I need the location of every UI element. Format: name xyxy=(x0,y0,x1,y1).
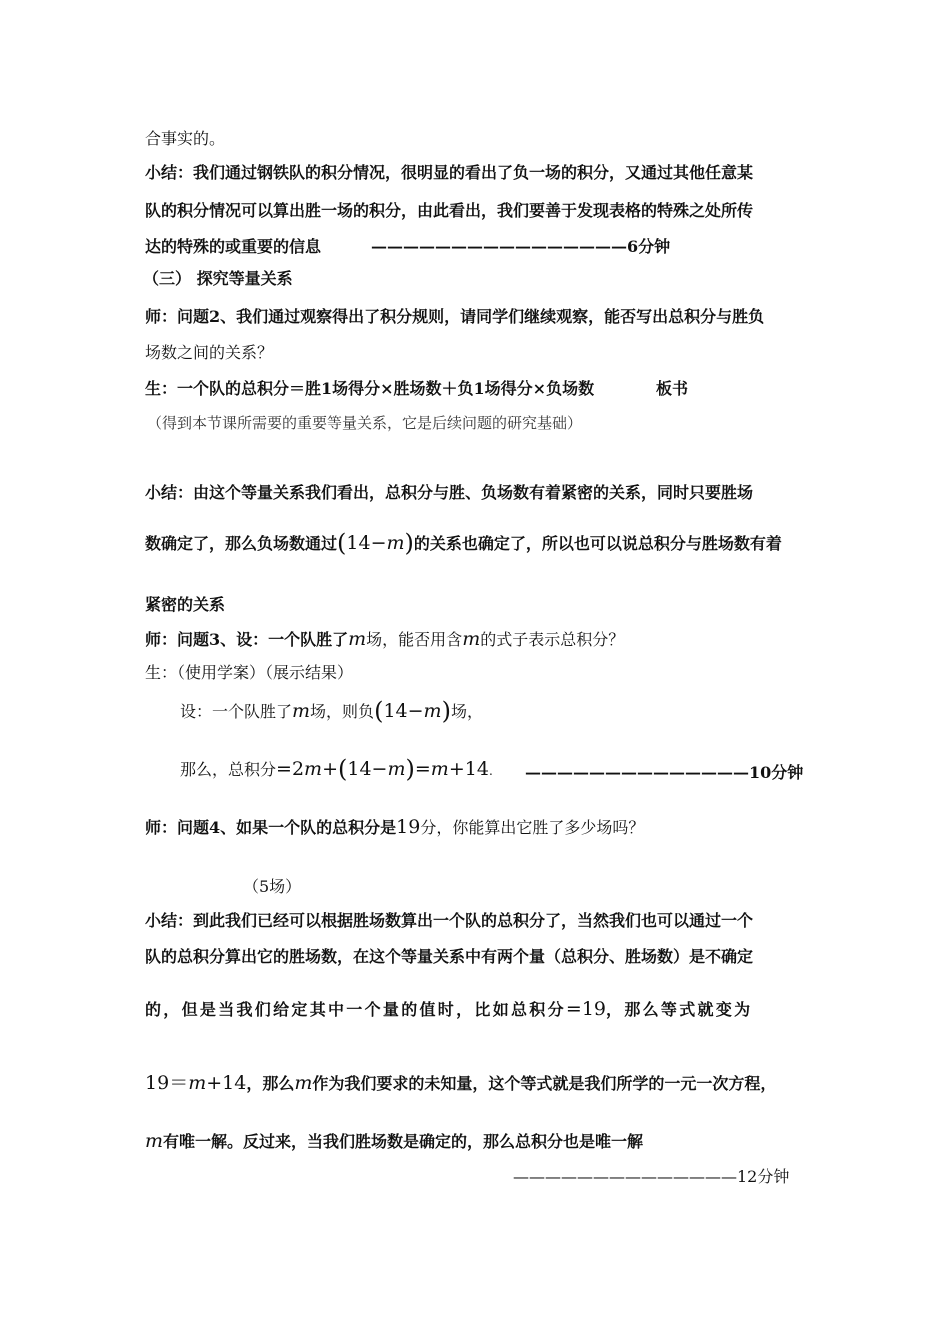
text-segment: 场， xyxy=(450,702,483,721)
text-segment: 作为我们要求的未知量，这个等式就是我们所学的一元一次方程， xyxy=(312,1074,777,1093)
summary-paragraph-line: 队的总积分算出它的胜场数，在这个等量关系中有两个量（总积分、胜场数）是不确定 xyxy=(145,947,754,966)
text-segment: 场，能否用含 xyxy=(366,630,463,649)
solution-line xyxy=(180,697,483,725)
text-segment: 达的特殊的或重要的信息 xyxy=(145,237,322,256)
text-segment: 那么，总积分 xyxy=(180,760,277,779)
math-variable: m xyxy=(145,1130,164,1152)
solution-line xyxy=(180,755,804,783)
summary-paragraph-line xyxy=(145,998,752,1021)
text-segment: 数确定了，那么负场数通过 xyxy=(145,534,338,553)
timing-marker: ——————————————12分钟 xyxy=(513,1167,790,1186)
summary-paragraph-line: 紧密的关系 xyxy=(145,595,226,614)
math-variable: m xyxy=(294,1072,313,1094)
math-variable: m xyxy=(462,628,481,650)
text-segment: 师：问题3、设：一个队胜了 xyxy=(145,630,349,649)
text-segment: 师：问题4、如果一个队的总积分是 xyxy=(145,818,397,837)
timing-marker: ————————————————6分钟 xyxy=(371,237,671,256)
math-expression: =2m+(14−m)=m+14. xyxy=(276,755,493,783)
text-line: 合事实的。 xyxy=(145,129,226,148)
summary-paragraph-line xyxy=(145,236,671,258)
math-expression: (14−m) xyxy=(374,697,451,725)
speaker-label: 师：问题2、我们通过观察得出了积分规则，请同学们继续观察，能否写出总积分与胜负 xyxy=(145,307,765,326)
text-segment: 的式子表示总积分？ xyxy=(480,630,625,649)
summary-paragraph-line: 队的积分情况可以算出胜一场的积分，由此看出，我们要善于发现表格的特殊之处所传 xyxy=(145,201,754,220)
answer-line xyxy=(145,378,689,400)
math-variable: m xyxy=(292,700,311,722)
summary-paragraph-line xyxy=(145,1130,643,1153)
note-line: （得到本节课所需要的重要等量关系，它是后续问题的研究基础） xyxy=(147,414,583,432)
text-segment: 的关系也确定了，所以也可以说总积分与胜场数有着 xyxy=(413,534,782,553)
section-heading: （三） 探究等量关系 xyxy=(143,269,293,288)
math-expression: 19＝m+14 xyxy=(145,1072,247,1094)
question-line xyxy=(145,628,624,651)
text-segment: 分，你能算出它胜了多少场吗？ xyxy=(420,818,645,837)
summary-paragraph-line: 小结：到此我们已经可以根据胜场数算出一个队的总积分了，当然我们也可以通过一个 xyxy=(145,911,754,930)
math-variable: m xyxy=(348,628,367,650)
math-expression: =19 xyxy=(565,998,607,1020)
text-segment: ，那么 xyxy=(246,1074,295,1093)
text-segment: 设：一个队胜了 xyxy=(180,702,293,721)
text-segment: 生：一个队的总积分＝胜1场得分×胜场数＋负1场得分×负场数 xyxy=(145,379,595,398)
answer-line: 生：（使用学案）（展示结果） xyxy=(145,663,354,682)
summary-paragraph-line: 小结：由这个等量关系我们看出，总积分与胜、负场数有着紧密的关系，同时只要胜场 xyxy=(145,483,754,502)
board-note: 板书 xyxy=(656,379,689,398)
summary-paragraph-line xyxy=(145,1072,776,1095)
text-segment: 场，则负 xyxy=(310,702,375,721)
math-expression: (14−m) xyxy=(337,529,414,557)
math-number: 19 xyxy=(396,816,421,838)
question-line xyxy=(145,816,644,839)
summary-paragraph-line: 小结：我们通过钢铁队的积分情况，很明显的看出了负一场的积分，又通过其他任意某 xyxy=(145,163,754,182)
text-line: 场数之间的关系？ xyxy=(145,343,274,362)
timing-marker: ——————————————10分钟 xyxy=(525,763,804,782)
answer-note: （5场） xyxy=(243,877,302,896)
text-segment: ，那么等式就变为 xyxy=(606,1000,753,1019)
text-segment: 的，但是当我们给定其中一个量的值时，比如总积分 xyxy=(145,1000,566,1019)
text-segment: 有唯一解。反过来，当我们胜场数是确定的，那么总积分也是唯一解 xyxy=(163,1132,644,1151)
question-line xyxy=(145,306,764,328)
summary-paragraph-line xyxy=(145,529,782,557)
